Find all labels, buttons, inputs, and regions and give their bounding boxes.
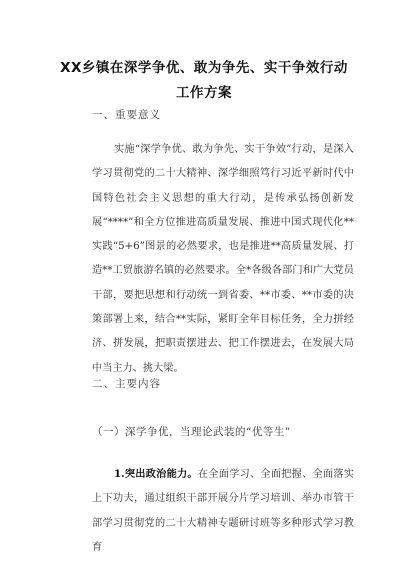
section-2-heading: 二、主要内容 — [92, 378, 161, 390]
document-title-line-1: XX乡镇在深学争优、敢为争先、实干争效行动 — [60, 60, 348, 76]
item-1-text: 在全面学习、全面把握、全面落实上下功夫，通过组织干部开展分片学习培训、举办市管干部学习贯彻党的二十大精神专题研讨班等多种形式学习教育 — [92, 469, 355, 553]
item-1-paragraph — [92, 462, 354, 560]
document-title-line-2: 工作方案 — [176, 85, 232, 101]
subsection-1-heading: （一）深学争优，当理论武装的“优等生” — [92, 426, 291, 438]
section-1-paragraph: 实施“深学争优、敢为争先、实干争效”行动，是深入学习贯彻党的二十大精神、深学细照笃行习近平新时代中国特色社会主义思想的重大行动，是传承弘扬创新发展“****”和全方位推进高质量发展、推进中国式现代化**实践“5+6”图景的必然要求，也是推进**高质量发展、打造**工贸旅游名镇的必然要求。全*各级各部门和广大党员干部，要把思想和行动统一到省委、**市委、**市委的决策部署上来，结合**实际，紧盯全年目标任务，全力拼经济、拼发展，把职责摆进去、把工作摆进去，在发展大局中当主力、挑大梁。 — [92, 144, 354, 374]
item-1-lead: 1.突出政治能力。 — [114, 468, 198, 480]
section-1-heading: 一、重要意义 — [92, 109, 161, 121]
